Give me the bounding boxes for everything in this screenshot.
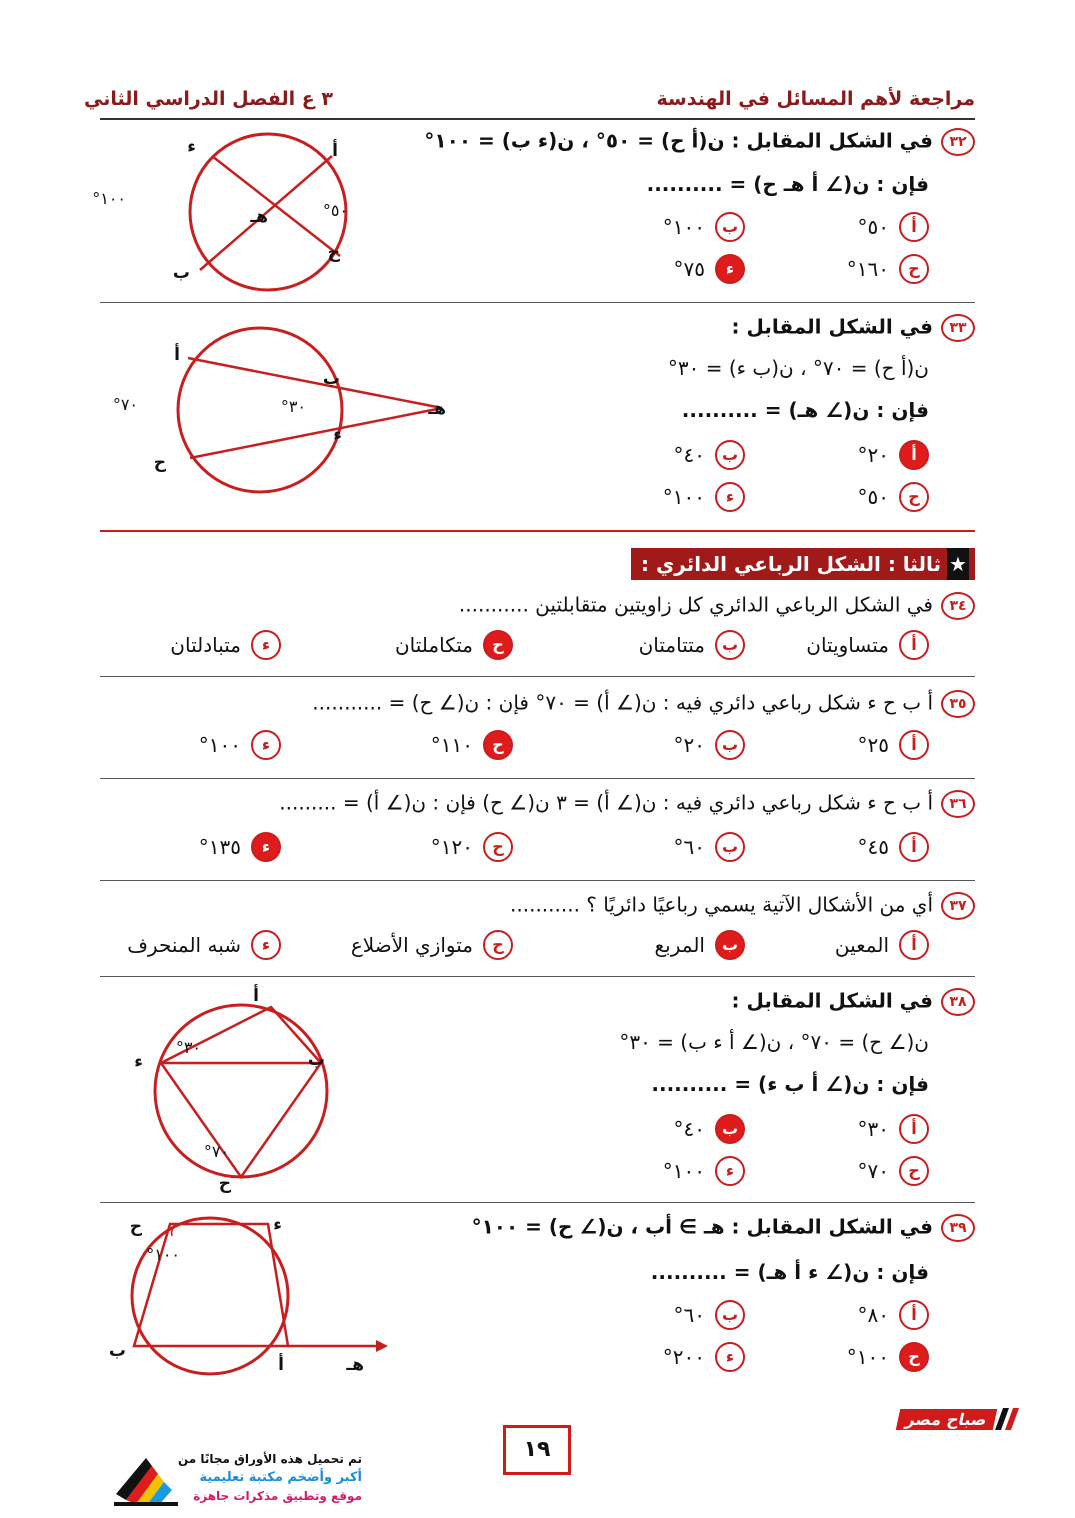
q38-angle1: ٣٠°	[175, 1038, 201, 1057]
q39-label-d: ء	[273, 1215, 282, 1235]
q33-line1: ٣٣في الشكل المقابل :	[732, 314, 975, 342]
divider	[100, 302, 975, 303]
q38-line2: ن(∠ ح) = ٧٠° ، ن(∠ أ ء ب) = ٣٠°	[619, 1030, 929, 1054]
q36-option-a[interactable]: أ ٤٥°	[858, 832, 929, 862]
q39-option-d[interactable]: ء ٢٠٠°	[663, 1342, 745, 1372]
q35-number: ٣٥	[941, 690, 975, 718]
q39-figure	[108, 1210, 400, 1385]
divider	[100, 676, 975, 677]
q33-arc2: ٣٠°	[280, 397, 306, 416]
q38-figure	[134, 985, 345, 1194]
q32-option-c[interactable]: ح ١٦٠°	[847, 254, 929, 284]
q37-option-a[interactable]: أ المعين	[835, 930, 929, 960]
section-divider	[100, 530, 975, 532]
q32-option-a[interactable]: أ ٥٠°	[858, 212, 929, 242]
promo-line2: أكبر وأضخم مكتبة تعليمية	[199, 1470, 362, 1485]
q38-line1: ٣٨في الشكل المقابل :	[732, 988, 975, 1016]
q32-line2: فإن : ن(∠ أ هـ ح) = ..........	[646, 172, 929, 196]
q39-line2: فإن : ن(∠ ء أ هـ) = ..........	[650, 1260, 929, 1284]
q32-label-d: ء	[187, 137, 196, 157]
q39-option-b[interactable]: ب ٦٠°	[674, 1300, 745, 1330]
q34-number: ٣٤	[941, 592, 975, 620]
q39-label-b: ب	[108, 1341, 126, 1361]
q32-number: ٣٢	[941, 128, 975, 156]
q39-option-c[interactable]: ح ١٠٠°	[847, 1342, 929, 1372]
divider	[100, 778, 975, 779]
q32-label-e: هـ	[250, 207, 268, 227]
q32-label-b: ب	[172, 263, 190, 283]
q32-label-c: ح	[327, 243, 340, 263]
q36-option-b[interactable]: ب ٦٠°	[674, 832, 745, 862]
divider	[100, 880, 975, 881]
header-title: مراجعة لأهم المسائل في الهندسة	[656, 88, 975, 110]
q32-arc2: ١٠٠°	[92, 189, 126, 208]
q32-option-d[interactable]: ء ٧٥°	[674, 254, 745, 284]
q36-number: ٣٦	[941, 790, 975, 818]
q33-option-b[interactable]: ب ٤٠°	[674, 440, 745, 470]
header-term: ٣ ع الفصل الدراسي الثاني	[84, 88, 333, 110]
q38-label-c: ح	[218, 1174, 231, 1194]
q39-label-c: ح	[129, 1217, 142, 1237]
q33-label-e: هـ	[428, 399, 446, 419]
q34-text: ٣٤في الشكل الرباعي الدائري كل زاويتين متقابلتين ...........	[459, 592, 975, 620]
q37-option-d[interactable]: ء شبه المنحرف	[127, 930, 281, 960]
q39-option-a[interactable]: أ ٨٠°	[858, 1300, 929, 1330]
q35-option-a[interactable]: أ ٢٥°	[858, 730, 929, 760]
q39-line1: ٣٩في الشكل المقابل : هـ ∋ أب ، ن(∠ ح) = ١٠٠°	[472, 1214, 975, 1242]
book-logo-icon	[112, 1452, 182, 1508]
q34-option-d[interactable]: ء متبادلتان	[170, 630, 281, 660]
q38-label-b: ب	[307, 1050, 325, 1070]
header-divider	[100, 118, 975, 120]
page-number: ١٩	[503, 1425, 571, 1475]
q37-option-b[interactable]: ب المربع	[655, 930, 745, 960]
q33-option-d[interactable]: ء ١٠٠°	[663, 482, 745, 512]
q37-option-c[interactable]: ح متوازي الأضلاع	[351, 930, 513, 960]
brand-logo: صباح مصر	[898, 1408, 1015, 1430]
q35-text: ٣٥أ ب ح ء شكل رباعي دائري فيه : ن(∠ أ) = ٧٠° فإن : ن(∠ ح) = ...........	[312, 690, 975, 718]
q38-option-d[interactable]: ء ١٠٠°	[663, 1156, 745, 1186]
q39-label-e: هـ	[346, 1355, 364, 1375]
q32-label-a: أ	[332, 141, 338, 161]
q33-number: ٣٣	[941, 314, 975, 342]
q33-figure	[112, 318, 470, 503]
q33-option-c[interactable]: ح ٥٠°	[858, 482, 929, 512]
q38-label-d: ء	[134, 1052, 143, 1072]
q34-option-a[interactable]: أ متساويتان	[806, 630, 929, 660]
q38-option-a[interactable]: أ ٣٠°	[858, 1114, 929, 1144]
q34-option-b[interactable]: ب متتامتان	[639, 630, 745, 660]
q39-number: ٣٩	[941, 1214, 975, 1242]
promo-line3: موقع وتطبيق مذكرات جاهزة	[193, 1489, 362, 1503]
q39-angle: ١٠٠°	[146, 1245, 180, 1264]
q33-label-d: ء	[333, 425, 342, 445]
q38-label-a: أ	[253, 986, 259, 1006]
q33-label-a: أ	[174, 345, 180, 365]
q33-label-b: ب	[322, 369, 340, 389]
q36-option-d[interactable]: ء ١٣٥°	[199, 832, 281, 862]
q33-line2: ن(أ ح) = ٧٠° ، ن(ب ء) = ٣٠°	[667, 356, 929, 380]
q39-label-a: أ	[278, 1355, 284, 1375]
q34-option-c[interactable]: ح متكاملتان	[395, 630, 513, 660]
promo-line1: تم تحميل هذه الأوراق مجانًا من	[177, 1452, 362, 1466]
divider	[100, 976, 975, 977]
q36-text: ٣٦أ ب ح ء شكل رباعي دائري فيه : ن(∠ أ) = ٣ ن(∠ ح) فإن : ن(∠ أ) = .........	[279, 790, 975, 818]
q33-arc1: ٧٠°	[112, 395, 138, 414]
star-icon: ★	[947, 548, 969, 580]
q38-option-c[interactable]: ح ٧٠°	[858, 1156, 929, 1186]
q37-number: ٣٧	[941, 892, 975, 920]
q32-line1: ٣٢في الشكل المقابل : ن(أ ح) = ٥٠° ، ن(ء ب) = ١٠٠°	[424, 128, 975, 156]
q32-figure	[92, 128, 410, 298]
q32-option-b[interactable]: ب ١٠٠°	[663, 212, 745, 242]
q38-option-b[interactable]: ب ٤٠°	[674, 1114, 745, 1144]
section-title: ★ثالثا : الشكل الرباعي الدائري :	[631, 548, 975, 580]
q32-arc1: ٥٠°	[322, 201, 348, 220]
q38-line3: فإن : ن(∠ أ ب ء) = ..........	[651, 1072, 929, 1096]
q38-number: ٣٨	[941, 988, 975, 1016]
q33-option-a[interactable]: أ ٢٠°	[858, 440, 929, 470]
q35-option-c[interactable]: ح ١١٠°	[431, 730, 513, 760]
q37-text: ٣٧أي من الأشكال الآتية يسمي رباعيًا دائريًا ؟ ...........	[510, 892, 975, 920]
q33-label-c: ح	[153, 453, 166, 473]
promo-block	[112, 1452, 362, 1508]
q36-option-c[interactable]: ح ١٢٠°	[431, 832, 513, 862]
q35-option-d[interactable]: ء ١٠٠°	[199, 730, 281, 760]
q35-option-b[interactable]: ب ٢٠°	[674, 730, 745, 760]
divider	[100, 1202, 975, 1203]
q33-line3: فإن : ن(∠ هـ) = ..........	[681, 398, 929, 422]
q38-angle2: ٧٠°	[203, 1142, 229, 1161]
